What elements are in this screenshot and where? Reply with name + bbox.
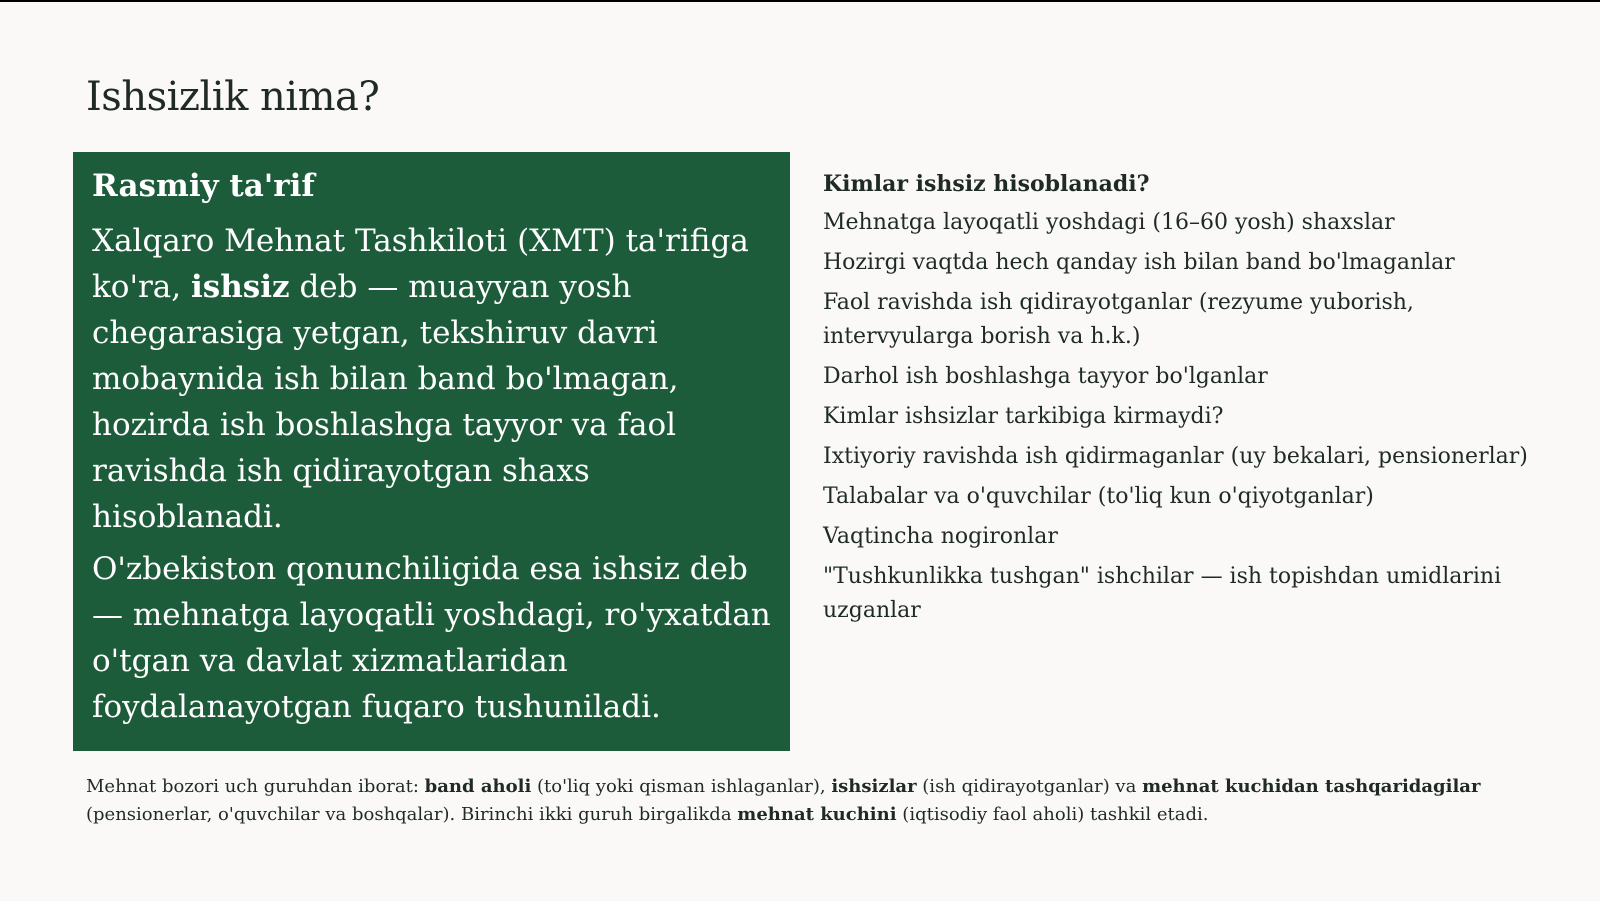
list-item: "Tushkunlikka tushgan" ishchilar — ish topishdan umidlarini uzganlar	[823, 564, 1502, 623]
footer-bold-term: ishsizlar	[831, 776, 917, 797]
footer-note	[86, 773, 1506, 829]
who-unemployed-heading: Kimlar ishsiz hisoblanadi?	[823, 171, 1150, 197]
definition-paragraph-uzbekistan: O'zbekiston qonunchiligida esa ishsiz deb — mehnatga layoqatli yoshdagi, ro'yxatdan o'tgan va davlat xizmatlaridan foydalanayotgan fuqaro tushuniladi.	[92, 551, 771, 725]
definition-text: deb — muayyan yosh chegarasiga yetgan, tekshiruv davri mobaynida ish bilan band bo'lmagan, hozirda ish boshlashga tayyor va faol ravishda ish qidirayotgan shaxs hisoblanadi.	[92, 269, 679, 535]
footer-bold-term: mehnat kuchidan tashqaridagilar	[1142, 776, 1481, 797]
footer-text: (ish qidirayotganlar) va	[916, 776, 1143, 797]
definition-paragraph-ilo	[92, 218, 772, 540]
list-item: Mehnatga layoqatli yoshdagi (16–60 yosh) shaxslar	[823, 210, 1395, 235]
slide-title: Ishsizlik nima?	[86, 74, 380, 120]
list-item: Faol ravishda ish qidirayotganlar (rezyume yuborish, intervyularga borish va h.k.)	[823, 290, 1414, 349]
definition-heading: Rasmiy ta'rif	[92, 168, 315, 204]
footer-text: (to'liq yoki qisman ishlaganlar),	[531, 776, 832, 797]
slide	[0, 2, 1600, 901]
list-item: Darhol ish boshlashga tayyor bo'lganlar	[823, 364, 1268, 389]
list-item: Vaqtincha nogironlar	[823, 524, 1058, 549]
list-item: Talabalar va o'quvchilar (to'liq kun o'qiyotganlar)	[823, 484, 1374, 509]
list-item: Ixtiyoriy ravishda ish qidirmaganlar (uy bekalari, pensionerlar)	[823, 444, 1528, 469]
list-item: Kimlar ishsizlar tarkibiga kirmaydi?	[823, 404, 1224, 429]
footer-text: (pensionerlar, o'quvchilar va boshqalar). Birinchi ikki guruh birgalikda	[86, 804, 738, 825]
footer-bold-term: mehnat kuchini	[737, 804, 897, 825]
who-unemployed-list	[823, 206, 1543, 628]
footer-text: Mehnat bozori uch guruhdan iborat:	[86, 776, 425, 797]
definition-text: Xalqaro Mehnat Tashkiloti (XMT) ta'rifiga ko'ra,	[92, 223, 749, 305]
definition-bold-term: ishsiz	[190, 269, 290, 305]
footer-bold-term: band aholi	[424, 776, 532, 797]
footer-text: (iqtisodiy faol aholi) tashkil etadi.	[896, 804, 1209, 825]
list-item: Hozirgi vaqtda hech qanday ish bilan band bo'lmaganlar	[823, 250, 1455, 275]
who-unemployed-section	[823, 168, 1543, 634]
definition-box	[73, 152, 790, 751]
